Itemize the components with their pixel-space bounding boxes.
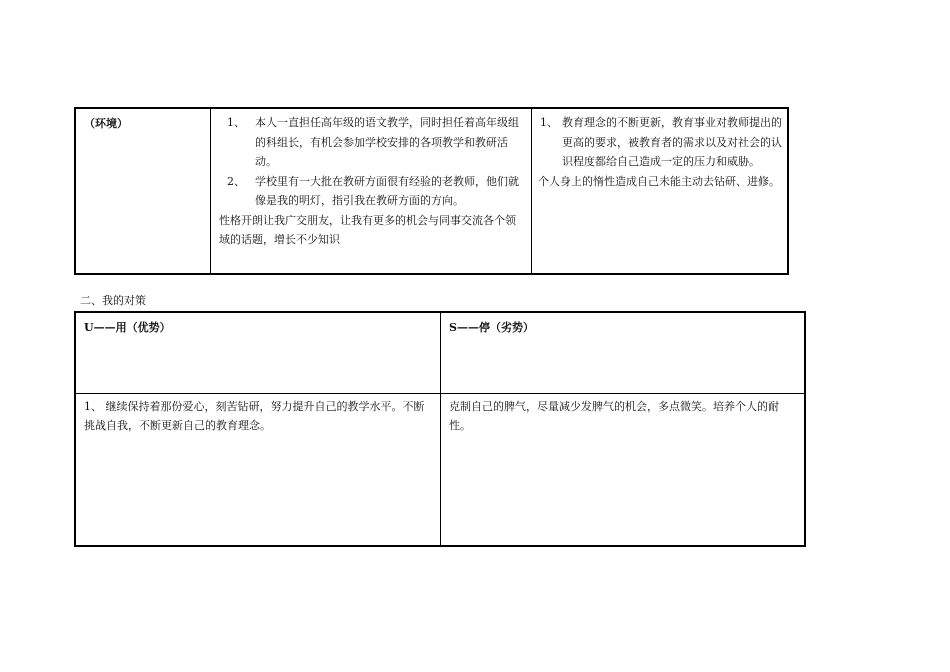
list-item: 1、 教育理念的不断更新，教育事业对教师提出的更高的要求，被教育者的需求以及对社会的认识程度都给自己造成一定的压力和威胁。 xyxy=(540,116,782,168)
strategy-table xyxy=(74,311,806,547)
environment-table xyxy=(74,107,789,275)
stop-weaknesses-header: S——停（劣势） xyxy=(449,321,534,334)
row-divider xyxy=(76,393,804,394)
threats-cell xyxy=(532,113,787,191)
stop-weaknesses-header-cell xyxy=(441,313,804,341)
section-title: 二、我的对策 xyxy=(80,294,146,307)
list-item: 2、 学校里有一大批在教研方面很有经验的老教师，他们就像是我的明灯，指引我在教研方面的方向。 xyxy=(227,174,519,207)
threats-list xyxy=(538,113,783,172)
use-strengths-header-cell xyxy=(76,313,440,341)
use-strengths-body: 1、 继续保持着那份爱心，刻苦钻研，努力提升自己的教学水平。不断挑战自我，不断更新自己的教育理念。 xyxy=(84,400,425,432)
environment-label-cell xyxy=(76,109,210,137)
threats-tail: 个人身上的惰性造成自己未能主动去钻研、进修。 xyxy=(538,174,780,188)
opportunities-cell xyxy=(211,113,529,250)
stop-weaknesses-body: 克制自己的脾气，尽量减少发脾气的机会，多点微笑。培养个人的耐性。 xyxy=(449,400,779,432)
environment-label: （环境） xyxy=(84,117,128,130)
list-item: 1、 本人一直担任高年级的语文教学，同时担任着高年级组的科组长，有机会参加学校安排的各项教学和教研活动。 xyxy=(227,116,519,168)
opportunities-list xyxy=(219,113,523,211)
opportunities-tail: 性格开朗让我广交朋友，让我有更多的机会与同事交流各个领域的话题，增长不少知识 xyxy=(219,213,516,246)
use-strengths-header: U——用（优势） xyxy=(84,321,171,334)
